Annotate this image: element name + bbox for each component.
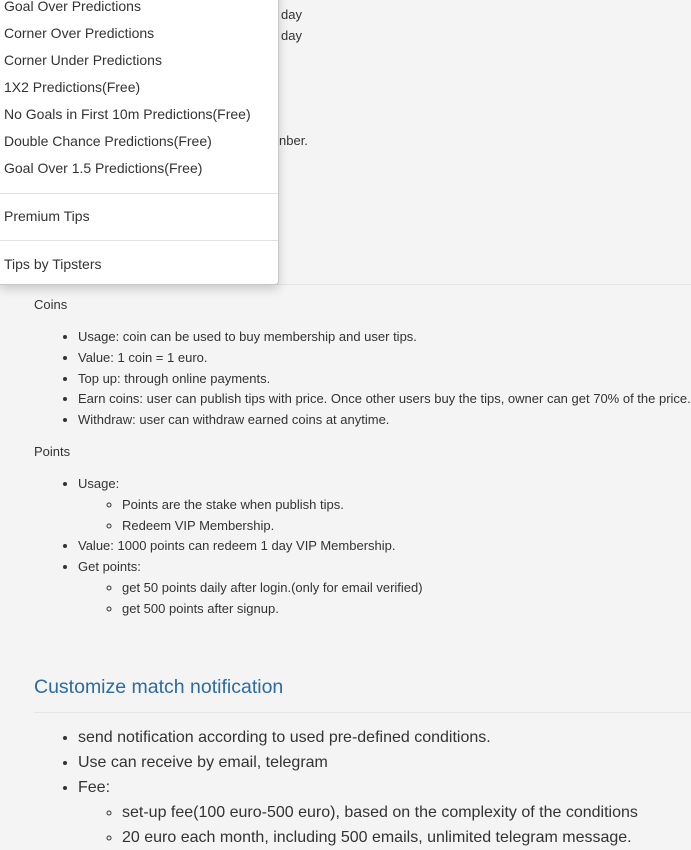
points-list xyxy=(34,474,423,620)
points-label: Points xyxy=(34,444,71,459)
notification-section-title: Customize match notification xyxy=(34,676,284,698)
coins-label: Coins xyxy=(34,297,68,312)
list-item: ◦ Points are the stake when publish tips. xyxy=(122,495,423,516)
list-item: • Earn coins: user can publish tips with price. Once other users buy the tips, owner can get 70% of the price. xyxy=(78,389,691,410)
list-item: • Usage: coin can be used to buy membership and user tips. xyxy=(78,327,691,348)
list-item: ◦ set-up fee(100 euro-500 euro), based on the complexity of the conditions xyxy=(122,800,638,825)
menu-item-tips-by-tipsters[interactable]: Tips by Tipsters xyxy=(4,256,102,272)
fee-label: Fee: xyxy=(78,779,111,796)
predictions-dropdown-menu xyxy=(0,0,279,285)
points-usage-sublist xyxy=(78,495,423,537)
list-item: ◦ get 50 points daily after login.(only for email verified) xyxy=(122,578,423,599)
list-item: ◦ get 500 points after signup. xyxy=(122,599,423,620)
menu-item-premium-tips[interactable]: Premium Tips xyxy=(4,208,90,224)
background-text-fragment: nber. xyxy=(279,133,308,148)
menu-item-no-goals-first-10m[interactable]: No Goals in First 10m Predictions(Free) xyxy=(4,106,251,122)
menu-item-double-chance[interactable]: Double Chance Predictions(Free) xyxy=(4,133,212,149)
fee-sublist xyxy=(78,800,638,850)
list-item xyxy=(78,775,638,850)
coins-list xyxy=(34,327,691,431)
menu-item-goal-over-1-5[interactable]: Goal Over 1.5 Predictions(Free) xyxy=(4,160,203,176)
menu-item-corner-under[interactable]: Corner Under Predictions xyxy=(4,52,162,68)
menu-divider xyxy=(0,240,278,241)
list-item: • Use can receive by email, telegram xyxy=(78,750,638,775)
background-text-fragment: day xyxy=(281,28,302,43)
menu-divider xyxy=(0,193,278,194)
points-get-sublist xyxy=(78,578,423,620)
list-item: • Value: 1000 points can redeem 1 day VIP Membership. xyxy=(78,536,423,557)
list-item: ◦ Redeem VIP Membership. xyxy=(122,516,423,537)
list-item: • send notification according to used pre-defined conditions. xyxy=(78,725,638,750)
list-item: • Withdraw: user can withdraw earned coins at anytime. xyxy=(78,410,691,431)
menu-item-corner-over[interactable]: Corner Over Predictions xyxy=(4,25,155,41)
list-item xyxy=(78,557,423,619)
list-item: • Value: 1 coin = 1 euro. xyxy=(78,348,691,369)
background-text-fragment: day xyxy=(281,7,302,22)
notification-list xyxy=(34,725,638,850)
list-item xyxy=(78,474,423,536)
list-item: ◦ 20 euro each month, including 500 emails, unlimited telegram message. xyxy=(122,825,638,850)
list-item: • Top up: through online payments. xyxy=(78,369,691,390)
menu-item-goal-over[interactable]: Goal Over Predictions xyxy=(4,0,141,14)
title-divider xyxy=(34,712,691,713)
menu-item-1x2[interactable]: 1X2 Predictions(Free) xyxy=(4,79,141,95)
points-get-label: Get points: xyxy=(78,559,141,575)
points-usage-label: Usage: xyxy=(78,476,120,491)
